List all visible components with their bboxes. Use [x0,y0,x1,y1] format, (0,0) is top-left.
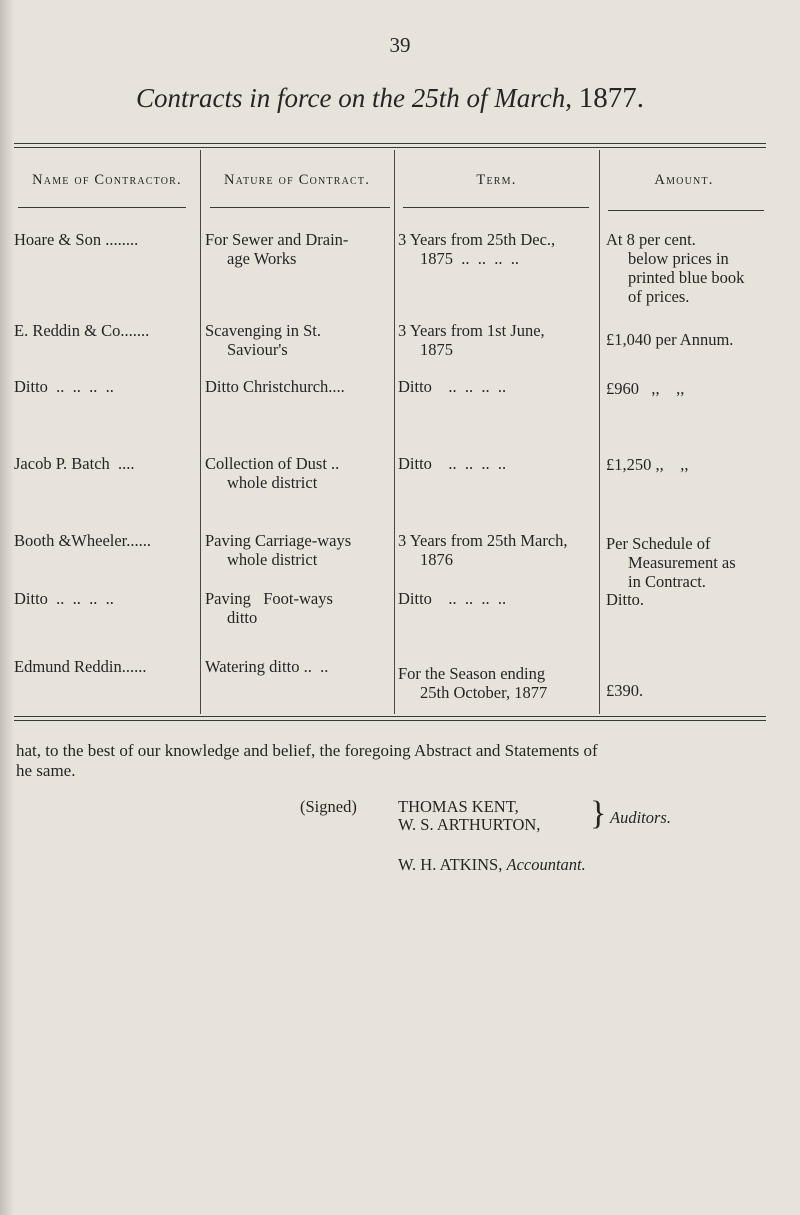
header-underline-col3 [403,207,589,208]
term-line: 3 Years from 25th March, [398,531,568,550]
nature-line: Saviour's [227,340,288,359]
auditors-label: Auditors. [610,808,671,827]
brace-icon: } [590,795,607,832]
term-line: For the Season ending [398,664,546,683]
amount-line: printed blue book [628,268,745,287]
amount-line: Measurement as [628,553,736,572]
row-3-term: Ditto .. .. .. .. [398,377,507,396]
header-name-of-contractor: Name of Contractor. [32,172,182,188]
contractor-name: Jacob P. Batch [14,454,110,473]
nature-line: Ditto Christchurch [205,377,329,396]
row-7-name: Edmund Reddin...... [14,657,147,676]
amount-line: in Contract. [628,572,706,591]
nature-line: Collection of Dust .. [205,454,340,473]
nature-line: whole district [227,473,318,492]
row-6-amount [606,590,644,609]
row-3-amount [606,379,684,398]
row-2-name: E. Reddin & Co....... [14,321,150,340]
table-top-rule [14,143,766,144]
header-underline-col4 [608,210,764,211]
term-line: Ditto [398,454,432,473]
row-1-amount [606,230,768,306]
row-5-term [398,531,568,569]
page-title [0,82,780,115]
row-4-nature [205,454,339,492]
accountant-label: Accountant. [506,855,586,874]
auditor-name-2: W. S. ARTHURTON, [398,815,541,834]
auditor-name-1: THOMAS KENT, [398,797,519,816]
row-4-amount [606,455,689,474]
table-bottom-rule [14,716,766,717]
accountant-name-text: W. H. ATKINS, [398,855,503,874]
term-line: 1875 [420,249,453,268]
row-5-amount [606,534,768,591]
row-5-nature [205,531,351,569]
nature-line: Watering ditto .. [205,657,312,676]
row-3-name: Ditto .. .. .. .. [14,377,114,396]
nature-line: age Works [227,249,297,268]
table-bottom-rule-2 [14,720,766,721]
certification-text [16,741,776,781]
page-number: 39 [389,33,411,57]
amount-line: Ditto. [606,590,645,609]
row-6-name: Ditto .. .. .. .. [14,589,114,608]
page-binding-shadow [0,0,14,1215]
amount-line: below prices in [628,249,729,268]
header-amount: Amount. [654,172,714,188]
row-1-nature [205,230,348,268]
row-4-name: Jacob P. Batch .... [14,454,135,473]
row-7-term [398,664,547,702]
contractor-name: Edmund Reddin [14,657,122,676]
nature-line: whole district [227,550,318,569]
row-6-term: Ditto .. .. .. .. [398,589,507,608]
term-line: 1875 [420,340,453,359]
row-2-term [398,321,545,359]
contractor-name: Ditto [14,589,48,608]
amount-line: £1,040 per Annum. [606,330,734,349]
column-divider-3 [599,150,600,714]
amount-line: £1,250 ,, ,, [606,455,689,474]
contractor-name: Hoare & Son [14,230,102,249]
row-7-amount [606,681,643,700]
term-line: 1876 [420,550,453,569]
header-term: Term. [476,172,517,188]
nature-line: ditto [227,608,258,627]
amount-line: At 8 per cent. [606,230,696,249]
row-6-nature [205,589,333,627]
row-4-term: Ditto .. .. .. .. [398,454,507,473]
nature-line: For Sewer and Drain- [205,230,349,249]
row-2-amount [606,330,733,349]
term-line: Ditto [398,589,432,608]
term-line: 25th October, 1877 [420,683,548,702]
row-3-nature: Ditto Christchurch.... [205,377,345,396]
term-line: Ditto [398,377,432,396]
nature-line: Paving Foot-ways [205,589,333,608]
certification-line-2: he same. [16,761,76,780]
amount-line: of prices. [628,287,690,306]
title-text: Contracts in force on the 25th of March, [136,83,572,113]
nature-line: Scavenging in St. [205,321,321,340]
header-underline-col1 [18,207,186,208]
amount-line: £960 ,, ,, [606,379,685,398]
row-1-term: 3 Years from 25th Dec., 1875 .. .. .. .. [398,230,556,268]
signed-label: (Signed) [300,797,357,816]
table-top-rule-2 [14,147,766,148]
header-nature-of-contract: Nature of Contract. [223,172,371,188]
nature-line: Paving Carriage-ways [205,531,352,550]
title-year: 1877. [578,82,644,114]
row-7-nature: Watering ditto .. .. [205,657,329,676]
contractor-name: Booth &Wheeler [14,531,127,550]
column-divider-2 [394,150,395,714]
term-line: 3 Years from 1st June, [398,321,545,340]
amount-line: Per Schedule of [606,534,711,553]
row-1-name: Hoare & Son ........ [14,230,139,249]
amount-line: £390. [606,681,644,700]
term-line: 3 Years from 25th Dec., [398,230,556,249]
row-5-name: Booth &Wheeler...... [14,531,152,550]
contractor-name: Ditto [14,377,48,396]
header-underline-col2 [210,207,390,208]
contractor-name: E. Reddin & Co [14,321,121,340]
column-divider-1 [200,150,201,714]
accountant-name [398,855,586,875]
row-2-nature [205,321,321,359]
certification-line-1: hat, to the best of our knowledge and belief, the foregoing Abstract and Statements of [16,741,598,760]
